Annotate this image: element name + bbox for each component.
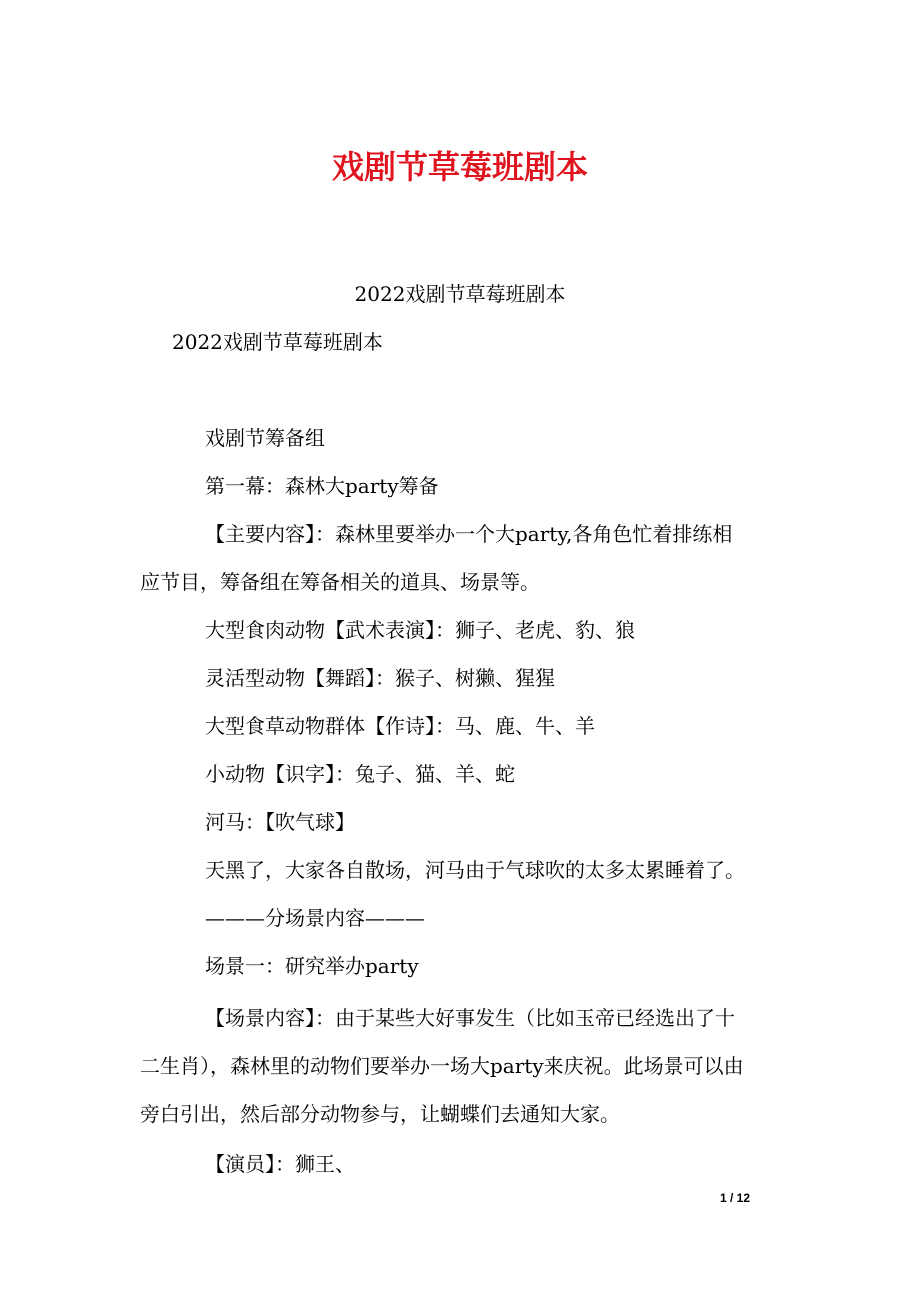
body-line-nightfall: 天黑了，大家各自散场，河马由于气球吹的太多太累睡着了。 — [205, 858, 745, 882]
body-line-carnivores: 大型食肉动物【武术表演】：狮子、老虎、豹、狼 — [205, 618, 635, 642]
body-line-small-animals: 小动物【识字】：兔子、猫、羊、蛇 — [205, 762, 515, 786]
body-line-main-content: 【主要内容】：森林里要举办一个大party,各角色忙着排练相 — [205, 522, 733, 546]
body-line-actors: 【演员】：狮王、 — [205, 1152, 355, 1176]
document-subtitle: 2022戏剧节草莓班剧本 — [354, 282, 566, 306]
body-line-prep-group: 戏剧节筹备组 — [205, 426, 325, 450]
body-line-divider: ———分场景内容——— — [205, 906, 425, 930]
body-line-act-one: 第一幕：森林大party筹备 — [205, 474, 439, 498]
page-number: 1 / 12 — [720, 1191, 751, 1205]
subtitle-repeat: 2022戏剧节草莓班剧本 — [172, 330, 383, 354]
body-line-scene-one: 场景一：研究举办party — [205, 954, 419, 978]
body-line-hippo: 河马：【吹气球】 — [205, 810, 355, 834]
body-line-main-content-cont: 应节目，筹备组在筹备相关的道具、场景等。 — [140, 570, 540, 594]
document-title: 戏剧节草莓班剧本 — [331, 148, 588, 186]
body-line-scene-content-cont: 二生肖），森林里的动物们要举办一场大party来庆祝。此场景可以由 — [140, 1054, 744, 1078]
body-line-scene-content-cont2: 旁白引出，然后部分动物参与，让蝴蝶们去通知大家。 — [140, 1102, 620, 1126]
body-line-scene-content: 【场景内容】：由于某些大好事发生（比如玉帝已经选出了十 — [205, 1006, 735, 1030]
body-line-agile-animals: 灵活型动物【舞蹈】：猴子、树獭、猩猩 — [205, 666, 555, 690]
body-line-herbivores: 大型食草动物群体【作诗】：马、鹿、牛、羊 — [205, 714, 595, 738]
